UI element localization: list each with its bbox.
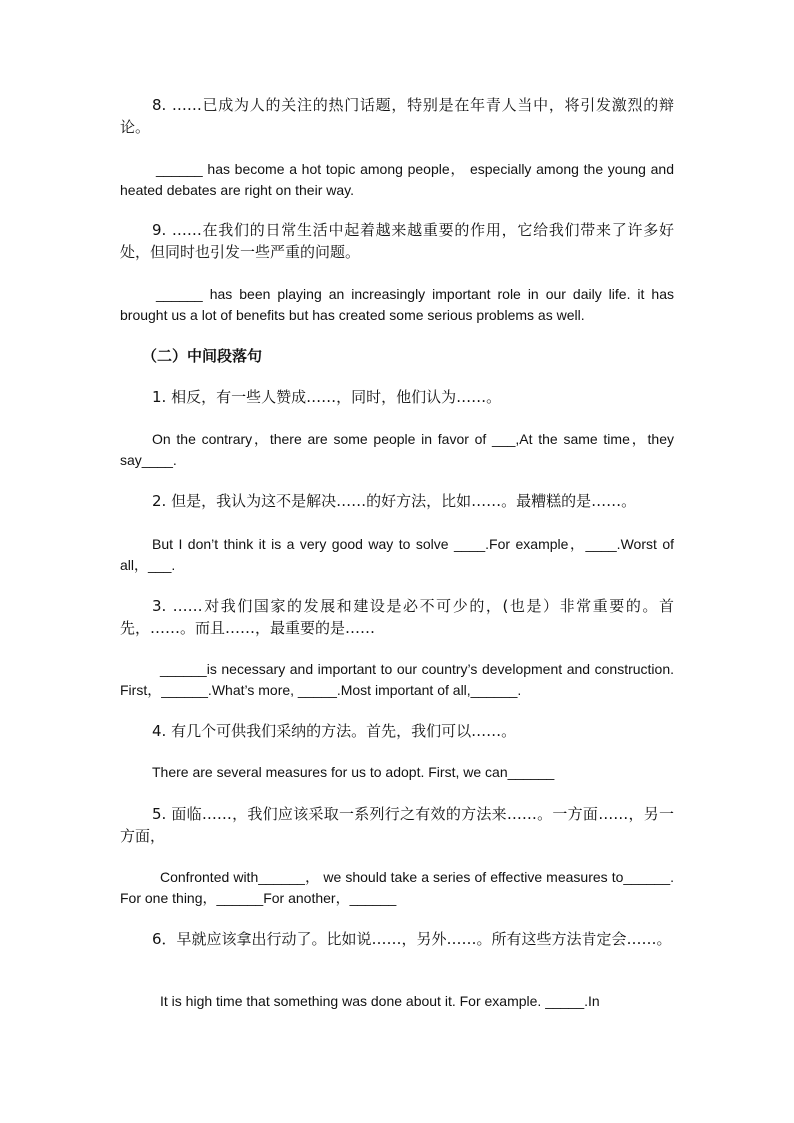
middle-2-english: But I don’t think it is a very good way to solve ____.For example，____.Worst of all，___. [120, 536, 674, 573]
middle-5-chinese: 5. 面临……，我们应该采取一系列行之有效的方法来……。一方面……，另一方面， [120, 805, 674, 845]
item-8-chinese: 8. ……已成为人的关注的热门话题，特别是在年青人当中，将引发激烈的辩论。 [120, 96, 674, 136]
middle-4-chinese: 4. 有几个可供我们采纳的方法。首先，我们可以……。 [152, 722, 517, 740]
item-9-chinese: 9. ……在我们的日常生活中起着越来越重要的作用，它给我们带来了许多好处，但同时也引发一些严重的问题。 [120, 221, 674, 261]
middle-3-english: ______is necessary and important to our country’s development and construction. First，______.What’s more, _____.Most important of all,______. [120, 661, 674, 698]
middle-1-english: On the contrary，there are some people in favor of ___,At the same time，they say____. [120, 431, 674, 468]
middle-6-chinese: 6．早就应该拿出行动了。比如说……，另外……。所有这些方法肯定会……。 [152, 930, 672, 948]
middle-3-chinese: 3. ……对我们国家的发展和建设是必不可少的，(也是）非常重要的。首先，……。而且……，最重要的是…… [120, 597, 674, 637]
middle-2-chinese: 2. 但是，我认为这不是解决……的好方法，比如……。最糟糕的是……。 [152, 492, 637, 510]
item-8-english: ______ has become a hot topic among people， especially among the young and heated debates are right on their way. [120, 161, 674, 198]
middle-5-english: Confronted with______， we should take a series of effective measures to______. For one thing，______For another，______ [120, 869, 674, 906]
section-heading: （二）中间段落句 [142, 347, 263, 365]
middle-4-english: There are several measures for us to adopt. First, we can______ [152, 764, 555, 780]
middle-1-chinese: 1. 相反，有一些人赞成……，同时，他们认为……。 [152, 388, 502, 406]
middle-6-english: It is high time that something was done about it. For example. _____.In [160, 993, 600, 1009]
item-9-english: ______ has been playing an increasingly important role in our daily life. it has brought us a lot of benefits but has created some serious problems as well. [120, 286, 674, 323]
